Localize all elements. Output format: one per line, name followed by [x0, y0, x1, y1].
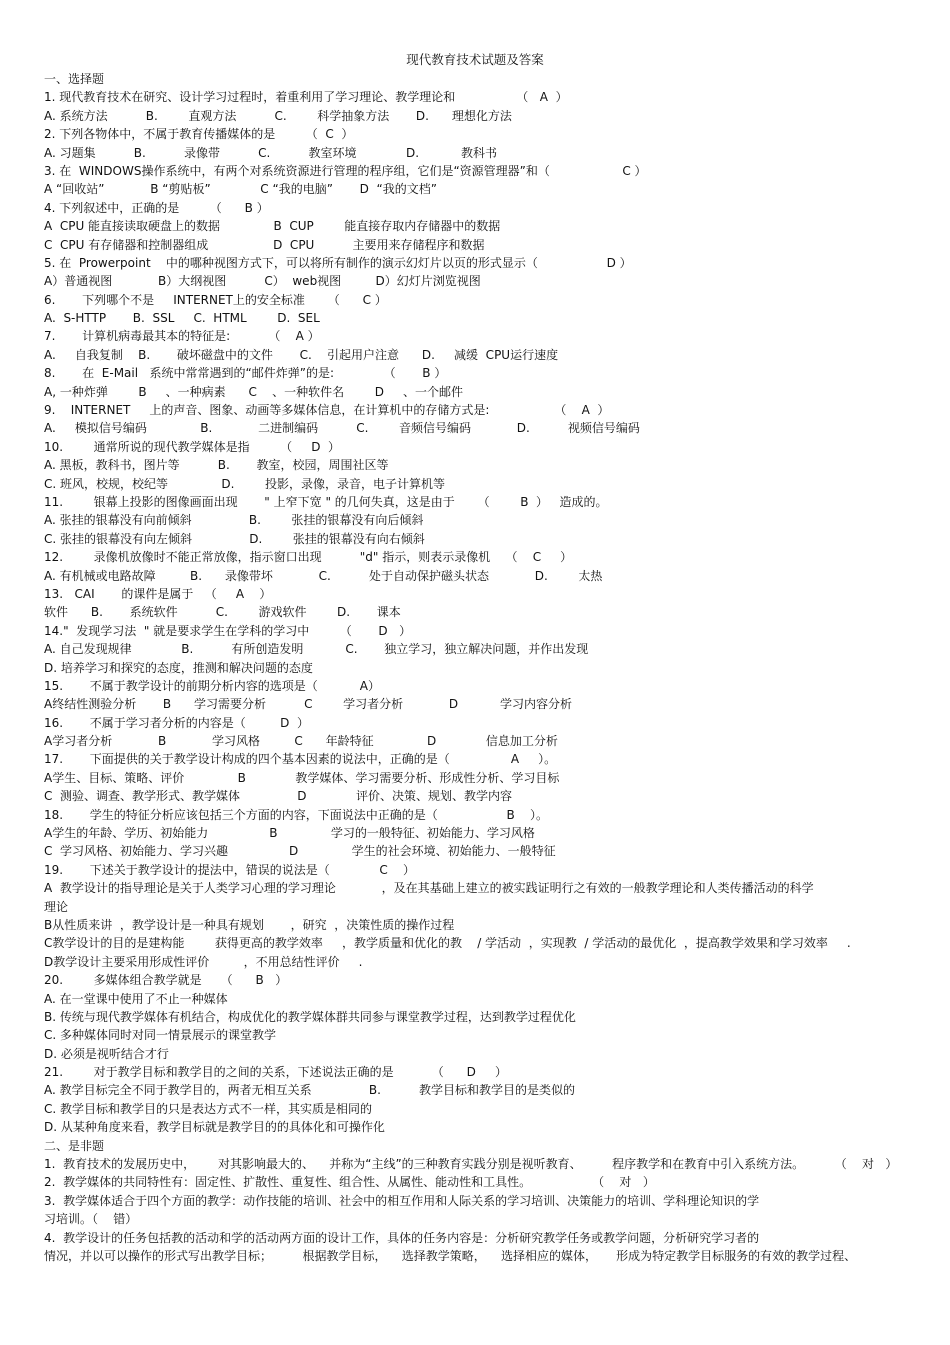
text-line: 二、是非题	[44, 1138, 105, 1153]
text-line: A. 自己发现规律 B. 有所创造发明 C. 独立学习，独立解决问题，并作出发现	[44, 642, 589, 657]
text-line: 9. INTERNET 上的声音、图象、动画等多媒体信息，在计算机中的存储方式是: （ A ）	[44, 403, 610, 418]
text-line: B. 传统与现代教学媒体有机结合，构成优化的教学媒体群共同参与课堂教学过程，达到教学过程优化	[44, 1009, 576, 1024]
text-line: 1. 现代教育技术在研究、设计学习过程时，着重利用了学习理论、教学理论和 （ A ）	[44, 90, 568, 105]
text-line: 6. 下列哪个不是 INTERNET上的安全标准 （ C ）	[44, 292, 387, 307]
text-line: 18. 学生的特征分析应该包括三个方面的内容，下面说法中正确的是（ B ）。	[44, 807, 548, 822]
text-line: 13. CAI 的课件是属于 （ A ）	[44, 586, 272, 601]
text-line: 15. 不属于教学设计的前期分析内容的选项是（ A）	[44, 678, 380, 693]
document-title: 现代教育技术试题及答案	[406, 52, 544, 67]
text-line: 情况，并以可以操作的形式写出教学目标； 根据教学目标， 选择教学策略， 选择相应的媒体， 形成为特定教学目标服务的有效的教学过程、	[44, 1249, 857, 1263]
text-line: C. 教学目标和教学目的只是表达方式不一样，其实质是相同的	[44, 1101, 373, 1116]
text-line: 5. 在 Prowerpoint 中的哪种视图方式下，可以将所有制作的演示幻灯片以页的形式显示（ D ）	[44, 255, 632, 270]
text-line: C教学设计的目的是建构能 获得更高的教学效率 ，教学质量和优化的教 / 学活动 ，实现教 / 学活动的最优化 ，提高教学效果和学习效率 .	[44, 936, 851, 951]
text-line: 一、选择题	[44, 72, 105, 86]
text-line: A. 系统方法 B. 直观方法 C. 科学抽象方法 D. 理想化方法	[44, 108, 512, 123]
text-line: C CPU 有存储器和控制器组成 D CPU 主要用来存储程序和数据	[44, 237, 485, 252]
text-line: 8. 在 E-Mail 系统中常常遇到的“邮件炸弹”的是: （ B ）	[44, 366, 447, 381]
text-line: C 学习风格、初始能力、学习兴趣 D 学生的社会环境、初始能力、一般特征	[44, 844, 556, 859]
text-line: A. 教学目标完全不同于教学目的，两者无相互关系 B. 教学目标和教学目的是类似的	[44, 1083, 576, 1098]
text-line: C. 张挂的银幕没有向左倾斜 D. 张挂的银幕没有向右倾斜	[44, 531, 425, 546]
text-line: C. 班风，校规，校纪等 D. 投影，录像，录音，电子计算机等	[44, 476, 445, 491]
text-line: A学生的年龄、学历、初始能力 B 学习的一般特征、初始能力、学习风格	[44, 826, 535, 841]
text-line: A. 在一堂课中使用了不止一种媒体	[44, 991, 228, 1006]
text-line: 软件 B. 系统软件 C. 游戏软件 D. 课本	[44, 605, 401, 620]
text-line: 3. 在 WINDOWS操作系统中，有两个对系统资源进行管理的程序组，它们是“资源管理器”和（ C ）	[44, 163, 647, 178]
text-line: D. 从某种角度来看，教学目标就是教学目的的具体化和可操作化	[44, 1120, 385, 1135]
text-line: A. 自我复制 B. 破坏磁盘中的文件 C. 引起用户注意 D. 减缓 CPU运行速度	[44, 347, 559, 362]
text-line: 20. 多媒体组合教学就是 （ B ）	[44, 973, 288, 988]
text-line: A学生、目标、策略、评价 B 教学媒体、学习需要分析、形成性分析、学习目标	[44, 770, 560, 785]
text-line: 1. 教育技术的发展历史中， 对其影响最大的、 并称为“主线”的三种教育实践分别是视听教育、 程序教学和在教育中引入系统方法。 （ 对 ）	[44, 1157, 898, 1172]
text-line: 17. 下面提供的关于教学设计构成的四个基本因素的说法中，正确的是（ A ）。	[44, 752, 557, 767]
text-line: 7. 计算机病毒最其本的特征是: （ A ）	[44, 329, 320, 344]
text-line: 12. 录像机放像时不能正常放像，指示窗口出现 "d" 指示，则表示录像机 （ C ）	[44, 550, 573, 565]
text-line: C 测验、调查、教学形式、教学媒体 D 评价、决策、规划、教学内容	[44, 789, 513, 804]
text-line: A学习者分析 B 学习风格 C 年龄特征 D 信息加工分析	[44, 734, 558, 749]
text-line: 2. 下列各物体中，不属于教育传播媒体的是 （ C ）	[44, 127, 354, 142]
text-line: 19. 下述关于教学设计的提法中，错误的说法是（ C ）	[44, 862, 416, 877]
text-line: 16. 不属于学习者分析的内容是（ D ）	[44, 715, 309, 730]
text-line: A. 黑板，教科书，图片等 B. 教室，校园，周围社区等	[44, 458, 389, 473]
text-line: A CPU 能直接读取硬盘上的数据 B CUP 能直接存取内存储器中的数据	[44, 219, 501, 234]
text-line: A. 有机械或电路故障 B. 录像带坏 C. 处于自动保护磁头状态 D. 太热	[44, 568, 603, 583]
text-line: A. S-HTTP B. SSL C. HTML D. SEL	[44, 311, 320, 326]
text-line: D. 必须是视听结合才行	[44, 1046, 169, 1061]
text-line: A, 一种炸弹 B 、一种病素 C 、一种软件名 D 、一个邮件	[44, 384, 464, 399]
text-line: A. 模拟信号编码 B. 二进制编码 C. 音频信号编码 D. 视频信号编码	[44, 421, 640, 436]
text-line: 习培训。（ 错）	[44, 1212, 138, 1227]
text-line: B从性质来讲 ，教学设计是一种具有规划 ，研究 ，决策性质的操作过程	[44, 917, 455, 932]
text-line: A 教学设计的指导理论是关于人类学习心理的学习理论 ，及在其基础上建立的被实践证明行之有效的一般教学理论和人类传播活动的科学	[44, 881, 814, 896]
text-line: C. 多种媒体同时对同一情景展示的课堂教学	[44, 1028, 277, 1043]
text-line: D教学设计主要采用形成性评价 ，不用总结性评价 .	[44, 954, 363, 969]
text-line: A. 习题集 B. 录像带 C. 教室环境 D. 教科书	[44, 145, 498, 160]
text-line: 2. 教学媒体的共同特性有：固定性、扩散性、重复性、组合性、从属性、能动性和工具性。 （ 对 ）	[44, 1175, 655, 1190]
text-line: A “回收站” B “剪贴板” C “我的电脑” D “我的文档”	[44, 182, 437, 197]
document-body	[44, 70, 924, 1265]
text-line: 11. 银幕上投影的图像画面出现 " 上窄下宽 " 的几何失真，这是由于 （ B ） 造成的。	[44, 494, 608, 509]
text-line: A）普通视图 B）大纲视图 C） web视图 D）幻灯片浏览视图	[44, 274, 481, 289]
text-line: 4. 下列叙述中，正确的是 （ B ）	[44, 200, 269, 215]
text-line: 3. 教学媒体适合于四个方面的教学：动作技能的培训、社会中的相互作用和人际关系的学习培训、决策能力的培训、学科理论知识的学	[44, 1193, 760, 1208]
text-line: D. 培养学习和探究的态度，推测和解决问题的态度	[44, 660, 313, 675]
text-line: 理论	[44, 899, 69, 914]
text-line: A终结性测验分析 B 学习需要分析 C 学习者分析 D 学习内容分析	[44, 697, 573, 712]
text-line: A. 张挂的银幕没有向前倾斜 B. 张挂的银幕没有向后倾斜	[44, 513, 424, 528]
text-line: 14." 发现学习法 " 就是要求学生在学科的学习中 （ D ）	[44, 623, 412, 638]
text-line: 21. 对于教学目标和教学目的之间的关系，下述说法正确的是 （ D ）	[44, 1065, 507, 1080]
text-line: 10. 通常所说的现代教学媒体是指 （ D ）	[44, 439, 341, 454]
text-line: 4. 教学设计的任务包括教的活动和学的活动两方面的设计工作，具体的任务内容是：分析研究教学任务或教学问题，分析研究学习者的	[44, 1230, 760, 1245]
